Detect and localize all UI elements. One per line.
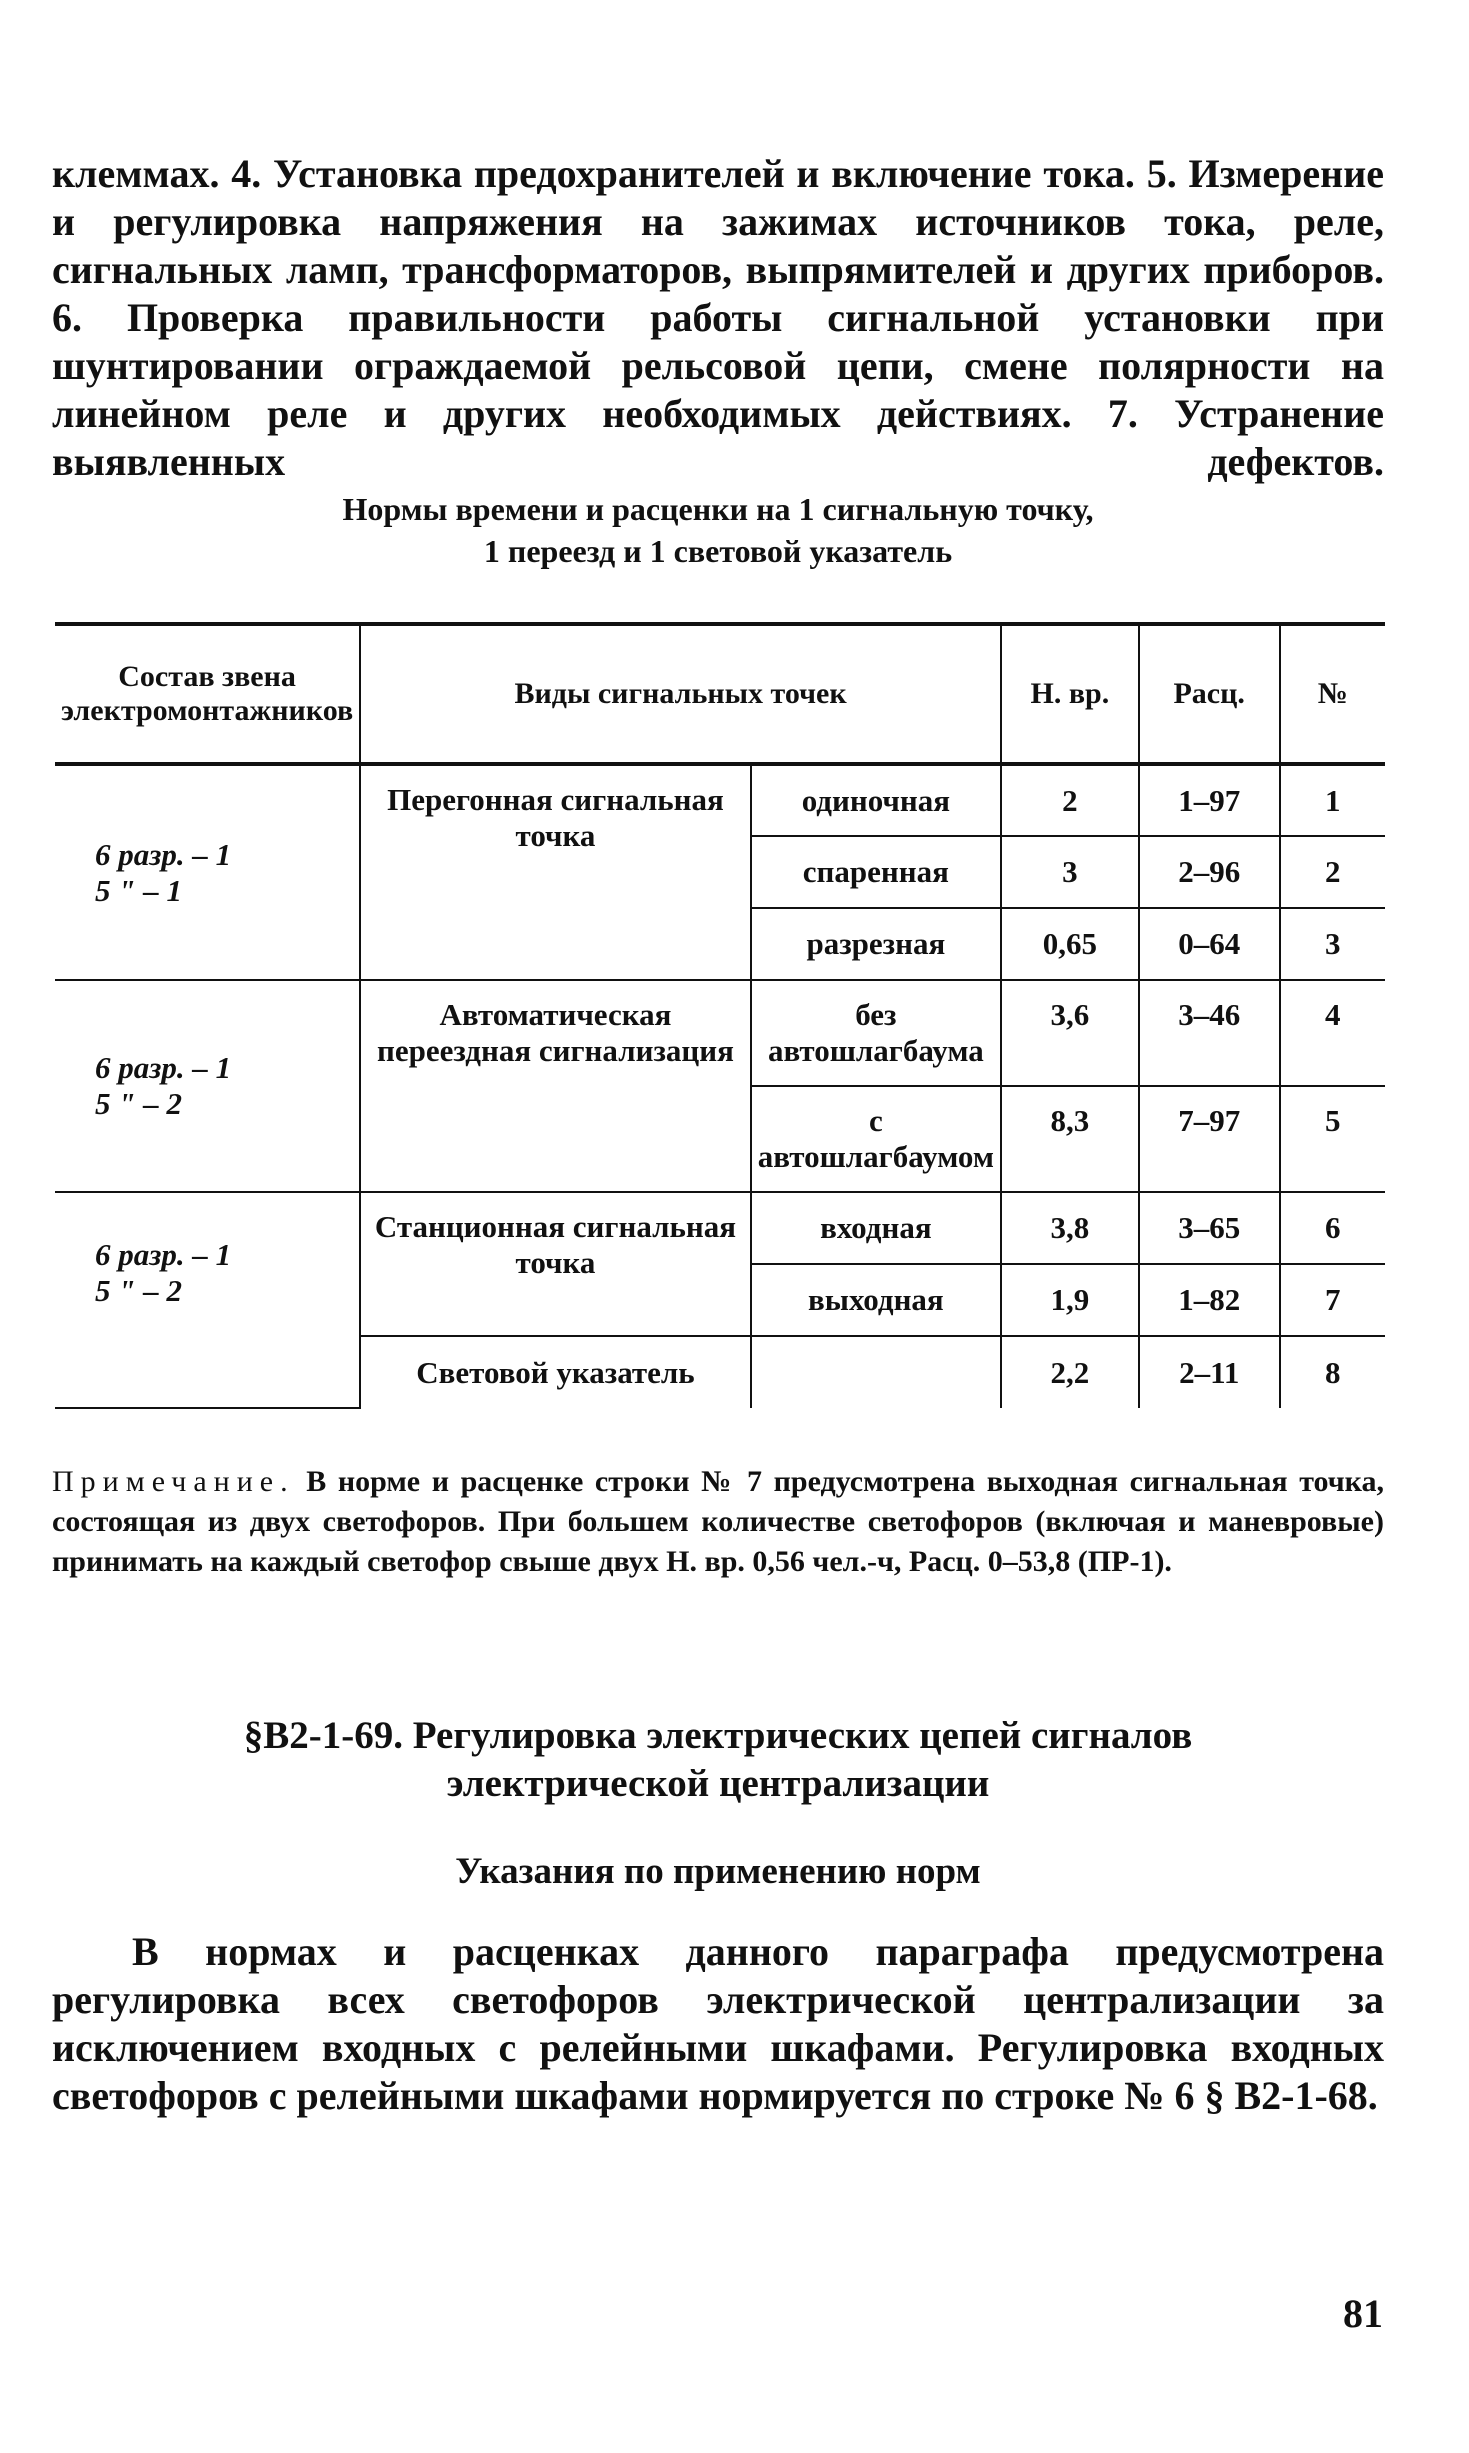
table-row — [55, 1192, 1385, 1264]
crew-line: 6 разр. – 1 — [95, 836, 232, 872]
note-text: В норме и расценке строки № 7 предусмотрена выходная сигнальная точка, состоящая из двух светофоров. При большем количестве светофоров (включая и маневровые) принимать на каждый светофор свыше двух Н. вр. 0,56 чел.-ч, Расц. 0–53,8 (ПР-1). — [52, 1465, 1385, 1578]
table-title-line-1: Нормы времени и расценки на 1 сигнальную точку, — [342, 491, 1094, 527]
num-cell: 7 — [1280, 1264, 1385, 1336]
norm-cell: 2 — [1001, 764, 1139, 836]
section-subheading: Указания по применению норм — [455, 1851, 981, 1892]
num-cell: 1 — [1280, 764, 1385, 836]
note-lead: Примечание. — [52, 1465, 295, 1498]
crew-cell — [55, 1192, 360, 1408]
header-kinds: Виды сигнальных точек — [360, 624, 1001, 764]
sub-cell: с автошлагбаумом — [751, 1086, 1001, 1192]
table-row — [55, 980, 1385, 1086]
sub-cell: одиночная — [751, 764, 1001, 836]
rate-cell: 2–96 — [1139, 836, 1280, 908]
header-rate: Расц. — [1139, 624, 1280, 764]
section-title-line-2: электрической централизации — [446, 1762, 990, 1805]
kind-cell: Станционная сигнальная точка — [360, 1192, 751, 1336]
table-title-line-2: 1 переезд и 1 световой указатель — [483, 533, 953, 569]
norm-cell: 3 — [1001, 836, 1139, 908]
intro-paragraph — [52, 150, 1384, 486]
norms-table — [55, 622, 1385, 1409]
num-cell: 6 — [1280, 1192, 1385, 1264]
crew-line: 5 " – 1 — [95, 872, 182, 908]
section-title — [52, 1712, 1384, 1808]
rate-cell: 1–97 — [1139, 764, 1280, 836]
rate-cell: 2–11 — [1139, 1336, 1280, 1408]
crew-line: 5 " – 2 — [95, 1086, 182, 1121]
norm-cell: 0,65 — [1001, 908, 1139, 980]
table-title — [52, 488, 1384, 572]
crew-line: 5 " – 2 — [95, 1273, 182, 1308]
rate-cell: 0–64 — [1139, 908, 1280, 980]
section-body: В нормах и расценках данного параграфа предусмотрена регулировка всех светофоров электрической централизации за исключением входных с релейными шкафами. Регулировка входных светофоров с релейными шкафами нормируется по строке № 6 § В2-1-68. — [52, 1929, 1384, 2118]
crew-cell — [55, 980, 360, 1192]
table-row — [55, 764, 1385, 836]
num-cell: 8 — [1280, 1336, 1385, 1408]
section-title-line-1: §В2-1-69. Регулировка электрических цепей сигналов — [243, 1714, 1193, 1757]
num-cell: 3 — [1280, 908, 1385, 980]
sub-cell: выходная — [751, 1264, 1001, 1336]
sub-cell: без автошлагбаума — [751, 980, 1001, 1086]
header-num: № — [1280, 624, 1385, 764]
rate-cell: 1–82 — [1139, 1264, 1280, 1336]
kind-cell: Световой указатель — [360, 1336, 751, 1408]
num-cell: 4 — [1280, 980, 1385, 1086]
norm-cell: 3,8 — [1001, 1192, 1139, 1264]
page-number: 81 — [1343, 2291, 1383, 2336]
num-cell: 2 — [1280, 836, 1385, 908]
norm-cell: 8,3 — [1001, 1086, 1139, 1192]
norm-cell: 1,9 — [1001, 1264, 1139, 1336]
rate-cell: 7–97 — [1139, 1086, 1280, 1192]
table-note — [52, 1462, 1384, 1582]
intro-text: клеммах. 4. Установка предохранителей и включение тока. 5. Измерение и регулировка напряжения на зажимах источников тока, реле, сигнальных ламп, трансформаторов, выпрямителей и других приборов. 6. Проверка правильности работы сигнальной установки при шунтировании ограждаемой рельсовой цепи, смене полярности на линейном реле и других необходимых действиях. 7. Устранение выявленных дефектов. — [52, 151, 1384, 484]
norm-cell: 3,6 — [1001, 980, 1139, 1086]
num-cell: 5 — [1280, 1086, 1385, 1192]
table-header-row — [55, 624, 1385, 764]
header-crew: Состав звена электромонтажников — [55, 624, 360, 764]
kind-cell: Автоматическая переездная сигнализация — [360, 980, 751, 1192]
rate-cell: 3–46 — [1139, 980, 1280, 1086]
sub-cell: разрезная — [751, 908, 1001, 980]
sub-cell: спаренная — [751, 836, 1001, 908]
crew-line: 6 разр. – 1 — [95, 1237, 232, 1272]
kind-cell: Перегонная сигнальная точка — [360, 764, 751, 980]
crew-cell — [55, 764, 360, 980]
sub-cell — [751, 1336, 1001, 1408]
header-norm: Н. вр. — [1001, 624, 1139, 764]
rate-cell: 3–65 — [1139, 1192, 1280, 1264]
sub-cell: входная — [751, 1192, 1001, 1264]
norm-cell: 2,2 — [1001, 1336, 1139, 1408]
crew-line: 6 разр. – 1 — [95, 1050, 232, 1085]
